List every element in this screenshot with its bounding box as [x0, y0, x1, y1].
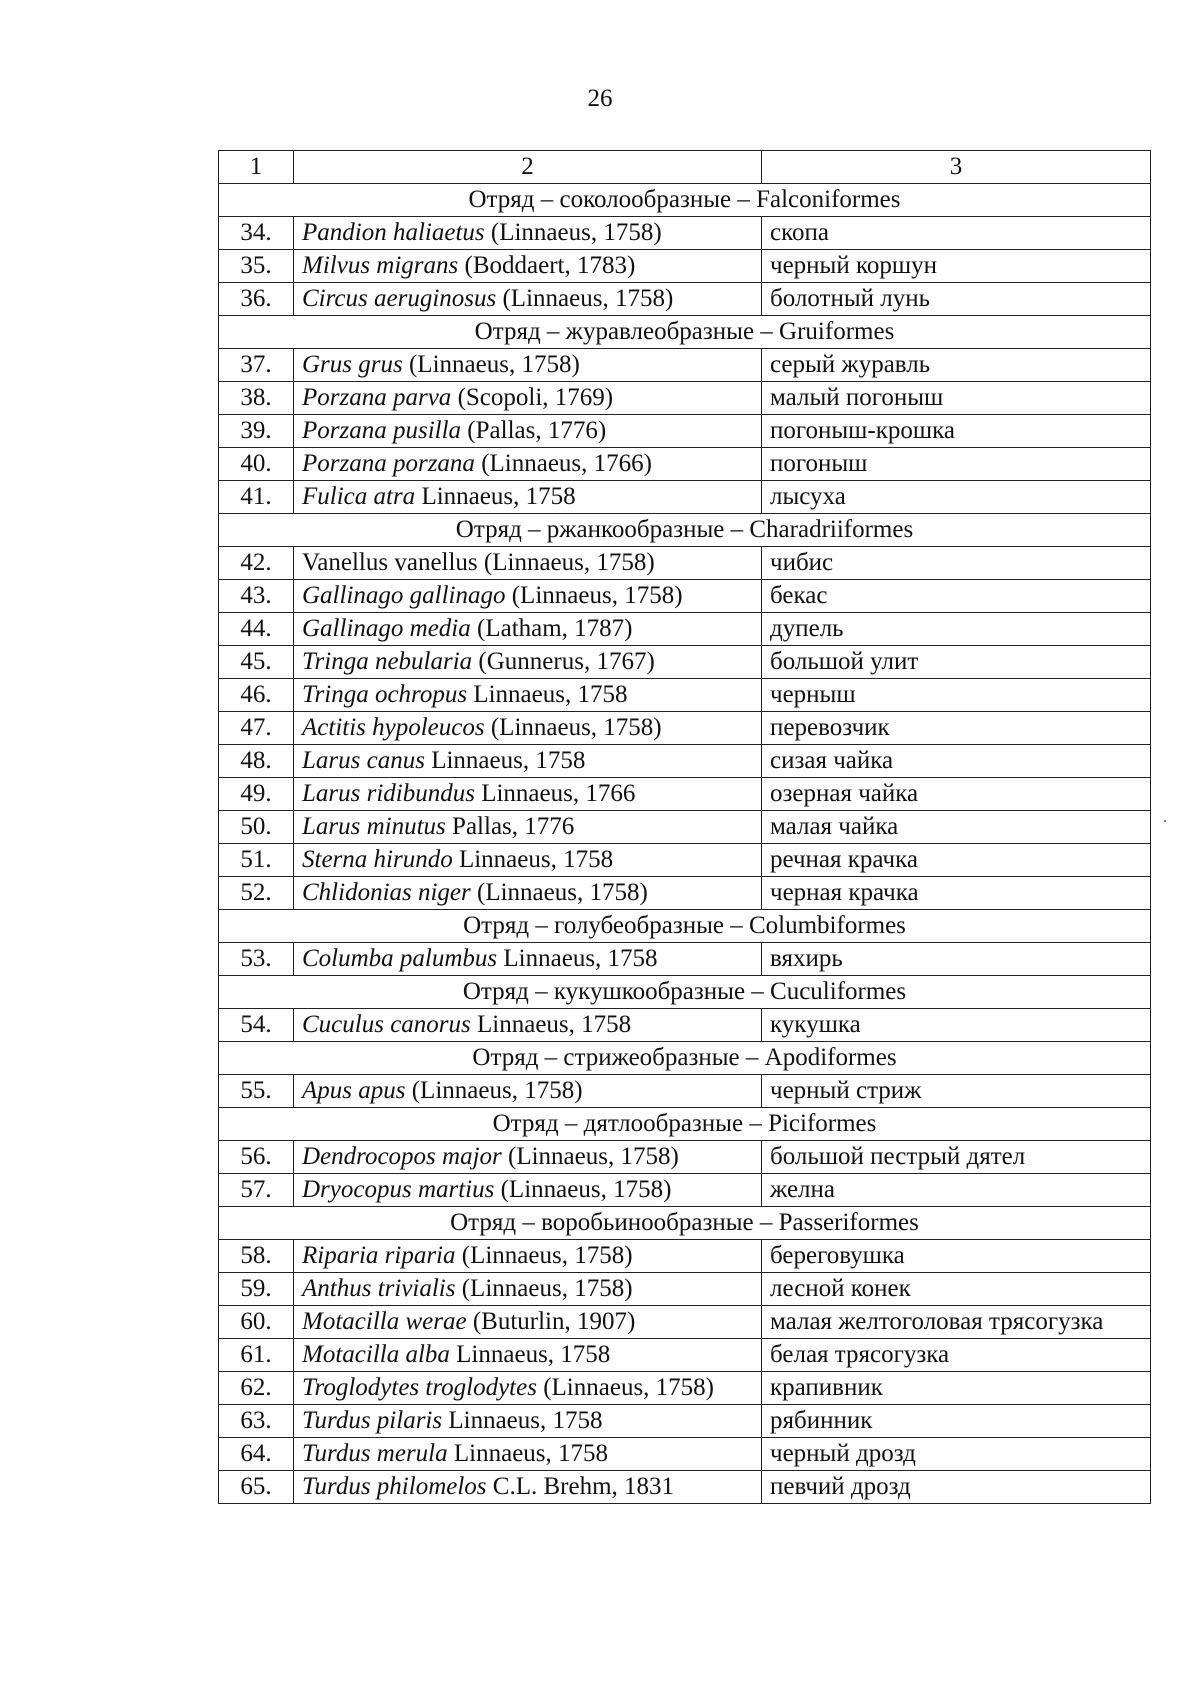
latin-name: Cuculus canorus: [302, 1011, 471, 1038]
latin-name: Turdus merula: [302, 1440, 448, 1467]
author-citation: (Linnaeus, 1758): [494, 1176, 672, 1203]
species-number: 47.: [219, 712, 294, 745]
species-row: [219, 1075, 1151, 1108]
latin-name-cell: [294, 811, 762, 844]
species-number: 46.: [219, 679, 294, 712]
russian-name: большой пестрый дятел: [762, 1141, 1151, 1174]
species-row: [219, 1141, 1151, 1174]
species-row: [219, 712, 1151, 745]
latin-name: Columba palumbus: [302, 945, 498, 972]
russian-name: крапивник: [762, 1372, 1151, 1405]
species-number: 53.: [219, 943, 294, 976]
latin-name-cell: [294, 679, 762, 712]
latin-name: Anthus trivialis: [302, 1275, 456, 1302]
author-citation: Pallas, 1776: [445, 813, 575, 840]
species-number: 40.: [219, 448, 294, 481]
species-number: 57.: [219, 1174, 294, 1207]
order-title: Отряд – ржанкообразные – Charadriiformes: [219, 514, 1151, 547]
latin-name-cell: [294, 1438, 762, 1471]
order-title: Отряд – соколообразные – Falconiformes: [219, 184, 1151, 217]
latin-name-cell: [294, 1009, 762, 1042]
latin-name-cell: [294, 1339, 762, 1372]
species-row: [219, 1273, 1151, 1306]
author-citation: Linnaeus, 1758: [497, 945, 658, 972]
latin-name: Grus grus: [302, 351, 403, 378]
species-number: 39.: [219, 415, 294, 448]
author-citation: (Linnaeus, 1758): [536, 1374, 714, 1401]
latin-name-cell: [294, 778, 762, 811]
russian-name: погоныш: [762, 448, 1151, 481]
species-row: [219, 349, 1151, 382]
species-row: [219, 382, 1151, 415]
author-citation: C.L. Brehm, 1831: [486, 1473, 675, 1500]
species-row: [219, 877, 1151, 910]
russian-name: черный дрозд: [762, 1438, 1151, 1471]
species-number: 64.: [219, 1438, 294, 1471]
latin-name: Porzana pusilla: [302, 417, 462, 444]
russian-name: береговушка: [762, 1240, 1151, 1273]
species-row: [219, 580, 1151, 613]
author-citation: Linnaeus, 1758: [442, 1407, 603, 1434]
latin-name: Riparia riparia: [302, 1242, 456, 1269]
latin-name: Fulica atra: [302, 483, 416, 510]
russian-name: болотный лунь: [762, 283, 1151, 316]
species-row: [219, 778, 1151, 811]
russian-name: большой улит: [762, 646, 1151, 679]
order-row: [219, 316, 1151, 349]
latin-name: Dendrocopos major: [302, 1143, 502, 1170]
author-citation: (Linnaeus, 1766): [474, 450, 652, 477]
latin-name-cell: [294, 1141, 762, 1174]
species-number: 65.: [219, 1471, 294, 1504]
latin-name-cell: [294, 349, 762, 382]
latin-name: Motacilla werae: [302, 1308, 467, 1335]
species-number: 50.: [219, 811, 294, 844]
latin-name-cell: [294, 1174, 762, 1207]
order-row: [219, 1207, 1151, 1240]
russian-name: черная крачка: [762, 877, 1151, 910]
species-row: [219, 250, 1151, 283]
species-number: 49.: [219, 778, 294, 811]
russian-name: дупель: [762, 613, 1151, 646]
latin-name: Milvus migrans: [302, 252, 459, 279]
order-title: Отряд – журавлеобразные – Gruiformes: [219, 316, 1151, 349]
latin-name-cell: [294, 1405, 762, 1438]
latin-name-cell: [294, 844, 762, 877]
latin-name: Actitis hypoleucos: [302, 714, 485, 741]
latin-name-cell: [294, 217, 762, 250]
species-row: [219, 481, 1151, 514]
russian-name: белая трясогузка: [762, 1339, 1151, 1372]
russian-name: певчий дрозд: [762, 1471, 1151, 1504]
species-number: 48.: [219, 745, 294, 778]
latin-name-cell: [294, 580, 762, 613]
author-citation: (Scopoli, 1769): [451, 384, 614, 411]
latin-name: Troglodytes troglodytes: [302, 1374, 537, 1401]
species-row: [219, 679, 1151, 712]
order-title: Отряд – голубеобразные – Columbiformes: [219, 910, 1151, 943]
russian-name: сизая чайка: [762, 745, 1151, 778]
russian-name: бекас: [762, 580, 1151, 613]
russian-name: серый журавль: [762, 349, 1151, 382]
latin-name-cell: [294, 1471, 762, 1504]
species-row: [219, 1240, 1151, 1273]
order-row: [219, 514, 1151, 547]
latin-name: Pandion haliaetus: [302, 219, 485, 246]
author-citation: Linnaeus, 1758: [449, 1341, 611, 1368]
russian-name: малая чайка: [762, 811, 1151, 844]
author-citation: (Gunnerus, 1767): [472, 648, 655, 675]
species-row: [219, 1372, 1151, 1405]
latin-name-cell: [294, 712, 762, 745]
russian-name: погоныш-крошка: [762, 415, 1151, 448]
latin-name-cell: [294, 745, 762, 778]
latin-name: Turdus pilaris: [302, 1407, 443, 1434]
latin-name: Porzana parva: [302, 384, 452, 411]
species-number: 38.: [219, 382, 294, 415]
species-number: 34.: [219, 217, 294, 250]
species-number: 36.: [219, 283, 294, 316]
latin-name: Larus canus: [302, 747, 425, 774]
species-number: 43.: [219, 580, 294, 613]
author-citation: Linnaeus, 1758: [467, 681, 628, 708]
author-citation: Linnaeus, 1766: [474, 780, 636, 807]
author-citation: (Linnaeus, 1758): [470, 879, 648, 906]
latin-name: Apus apus: [302, 1077, 406, 1104]
author-citation: Linnaeus, 1758: [447, 1440, 609, 1467]
order-title: Отряд – воробьинообразные – Passeriformes: [219, 1207, 1151, 1240]
latin-name: Porzana porzana: [302, 450, 475, 477]
latin-name: Larus minutus: [302, 813, 446, 840]
author-citation: (Linnaeus, 1758): [505, 582, 683, 609]
latin-name: Turdus philomelos: [302, 1473, 487, 1500]
column-header-3: 3: [762, 151, 1151, 184]
species-table: [218, 150, 1151, 1504]
latin-name: Larus ridibundus: [302, 780, 475, 807]
russian-name: лесной конек: [762, 1273, 1151, 1306]
latin-name-cell: [294, 1306, 762, 1339]
author-citation: Linnaeus, 1758: [424, 747, 586, 774]
author-citation: (Linnaeus, 1758): [484, 219, 662, 246]
latin-name-cell: [294, 1240, 762, 1273]
author-citation: (Linnaeus, 1758): [496, 285, 674, 312]
species-row: [219, 745, 1151, 778]
latin-name-cell: [294, 646, 762, 679]
latin-name-cell: [294, 547, 762, 580]
russian-name: черный стриж: [762, 1075, 1151, 1108]
russian-name: вяхирь: [762, 943, 1151, 976]
order-row: [219, 1108, 1151, 1141]
species-row: [219, 811, 1151, 844]
species-row: [219, 1471, 1151, 1504]
species-row: [219, 1174, 1151, 1207]
latin-name: Motacilla alba: [302, 1341, 450, 1368]
species-row: [219, 1306, 1151, 1339]
author-citation: Linnaeus, 1758: [452, 846, 614, 873]
latin-name-cell: [294, 283, 762, 316]
russian-name: малый погоныш: [762, 382, 1151, 415]
species-row: [219, 943, 1151, 976]
scan-speck: [1164, 820, 1166, 822]
species-number: 52.: [219, 877, 294, 910]
species-row: [219, 1339, 1151, 1372]
species-number: 63.: [219, 1405, 294, 1438]
russian-name: черный коршун: [762, 250, 1151, 283]
author-citation: (Boddaert, 1783): [458, 252, 636, 279]
author-citation: Vanellus vanellus (Linnaeus, 1758): [302, 549, 655, 576]
author-citation: (Pallas, 1776): [461, 417, 607, 444]
order-row: [219, 184, 1151, 217]
latin-name-cell: [294, 382, 762, 415]
species-number: 44.: [219, 613, 294, 646]
species-number: 56.: [219, 1141, 294, 1174]
order-title: Отряд – кукушкообразные – Cuculiformes: [219, 976, 1151, 1009]
column-header-2: 2: [294, 151, 762, 184]
latin-name: Sterna hirundo: [302, 846, 453, 873]
species-row: [219, 1009, 1151, 1042]
latin-name: Tringa ochropus: [302, 681, 468, 708]
species-number: 41.: [219, 481, 294, 514]
author-citation: (Latham, 1787): [470, 615, 633, 642]
latin-name: Gallinago media: [302, 615, 471, 642]
species-row: [219, 613, 1151, 646]
species-row: [219, 547, 1151, 580]
russian-name: малая желтоголовая трясогузка: [762, 1306, 1151, 1339]
order-title: Отряд – стрижеобразные – Apodiformes: [219, 1042, 1151, 1075]
russian-name: желна: [762, 1174, 1151, 1207]
species-number: 60.: [219, 1306, 294, 1339]
latin-name: Gallinago gallinago: [302, 582, 506, 609]
russian-name: озерная чайка: [762, 778, 1151, 811]
order-row: [219, 976, 1151, 1009]
species-row: [219, 1405, 1151, 1438]
order-row: [219, 910, 1151, 943]
species-row: [219, 217, 1151, 250]
author-citation: Linnaeus, 1758: [470, 1011, 632, 1038]
species-number: 42.: [219, 547, 294, 580]
russian-name: чибис: [762, 547, 1151, 580]
species-number: 55.: [219, 1075, 294, 1108]
russian-name: кукушка: [762, 1009, 1151, 1042]
species-row: [219, 646, 1151, 679]
order-title: Отряд – дятлообразные – Piciformes: [219, 1108, 1151, 1141]
latin-name-cell: [294, 613, 762, 646]
russian-name: перевозчик: [762, 712, 1151, 745]
latin-name-cell: [294, 877, 762, 910]
latin-name: Circus aeruginosus: [302, 285, 497, 312]
species-number: 35.: [219, 250, 294, 283]
latin-name-cell: [294, 481, 762, 514]
species-number: 45.: [219, 646, 294, 679]
latin-name: Dryocopus martius: [302, 1176, 495, 1203]
russian-name: рябинник: [762, 1405, 1151, 1438]
russian-name: речная крачка: [762, 844, 1151, 877]
latin-name: Tringa nebularia: [302, 648, 473, 675]
latin-name-cell: [294, 415, 762, 448]
russian-name: скопа: [762, 217, 1151, 250]
author-citation: (Linnaeus, 1758): [455, 1275, 633, 1302]
species-number: 61.: [219, 1339, 294, 1372]
order-row: [219, 1042, 1151, 1075]
latin-name: Chlidonias niger: [302, 879, 471, 906]
latin-name-cell: [294, 250, 762, 283]
latin-name-cell: [294, 943, 762, 976]
russian-name: лысуха: [762, 481, 1151, 514]
latin-name-cell: [294, 1273, 762, 1306]
species-row: [219, 1438, 1151, 1471]
author-citation: (Linnaeus, 1758): [402, 351, 580, 378]
latin-name-cell: [294, 1372, 762, 1405]
column-header-1: 1: [219, 151, 294, 184]
species-number: 37.: [219, 349, 294, 382]
species-number: 54.: [219, 1009, 294, 1042]
species-row: [219, 415, 1151, 448]
species-number: 51.: [219, 844, 294, 877]
page-number: 26: [587, 85, 613, 112]
species-row: [219, 283, 1151, 316]
species-number: 59.: [219, 1273, 294, 1306]
author-citation: (Buturlin, 1907): [466, 1308, 636, 1335]
author-citation: Linnaeus, 1758: [415, 483, 576, 510]
species-number: 62.: [219, 1372, 294, 1405]
species-number: 58.: [219, 1240, 294, 1273]
species-row: [219, 844, 1151, 877]
russian-name: черныш: [762, 679, 1151, 712]
table-header-row: [219, 151, 1151, 184]
species-row: [219, 448, 1151, 481]
author-citation: (Linnaeus, 1758): [405, 1077, 583, 1104]
latin-name-cell: [294, 1075, 762, 1108]
author-citation: (Linnaeus, 1758): [501, 1143, 679, 1170]
latin-name-cell: [294, 448, 762, 481]
author-citation: (Linnaeus, 1758): [484, 714, 662, 741]
author-citation: (Linnaeus, 1758): [455, 1242, 633, 1269]
